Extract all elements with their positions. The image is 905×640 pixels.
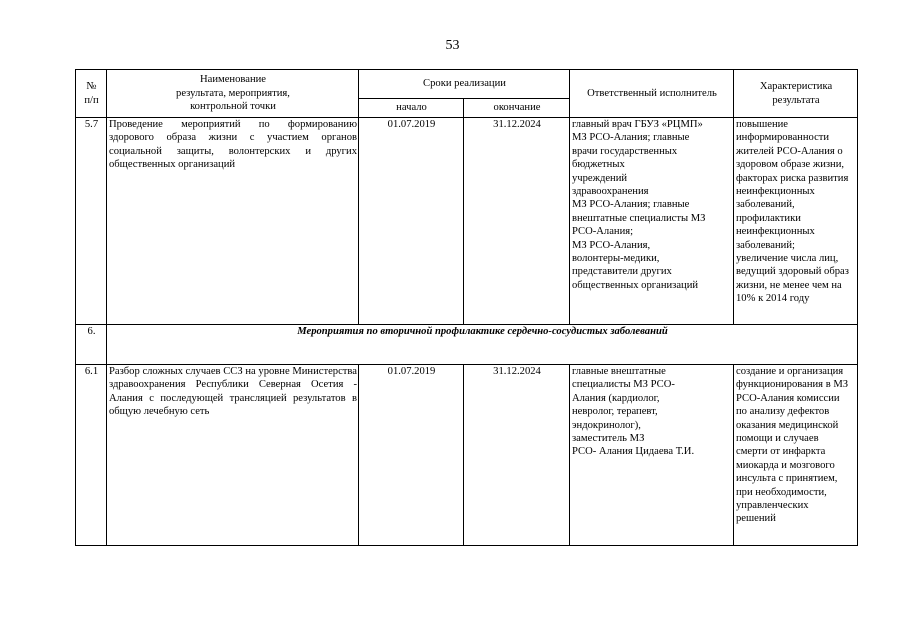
header-period: Сроки реализации (359, 70, 570, 99)
section-num: 6. (76, 325, 107, 365)
row-result: создание и организация функционирования в МЗ РСО-Алания комиссии по анализу дефектов оказания медицинской помощи и случаев смерти от инфаркта миокарда и мозгового инсульта с принятием, при необходимости, управленческих решений (734, 365, 858, 546)
row-executor: главный врач ГБУЗ «РЦМП» МЗ РСО-Алания; главные врачи государственных бюджетных учреждений здравоохранения МЗ РСО-Алания; главные внештатные специалисты МЗ РСО-Алания; МЗ РСО-Алания, волонтеры-медики, представители других общественных организаций (570, 118, 734, 325)
section-row (76, 325, 858, 365)
page-number: 53 (445, 38, 460, 53)
header-name: Наименование результата, мероприятия, контрольной точки (107, 70, 359, 118)
header-result: Характеристика результата (734, 70, 858, 118)
row-name: Разбор сложных случаев ССЗ на уровне Министерства здравоохранения Республики Северная Осетия - Алания с последующей трансляцией результатов в общую лечебную сеть (107, 365, 359, 546)
header-executor: Ответственный исполнитель (570, 70, 734, 118)
row-result: повышение информированности жителей РСО-Алания о здоровом образе жизни, факторах риска развития неинфекционных заболеваний, профилактики неинфекционных заболеваний; увеличение числа лиц, ведущий здоровый образ жизни, не менее чем на 10% к 2014 году (734, 118, 858, 325)
row-end: 31.12.2024 (464, 118, 570, 325)
measures-table (75, 69, 858, 546)
row-name: Проведение мероприятий по формированию здорового образа жизни с участием органов социальной защиты, волонтерских и других общественных организаций (107, 118, 359, 325)
section-title: Мероприятия по вторичной профилактике сердечно-сосудистых заболеваний (107, 325, 858, 365)
header-end: окончание (464, 99, 570, 118)
table-row (76, 365, 858, 546)
row-num: 5.7 (76, 118, 107, 325)
table-row (76, 118, 858, 325)
row-start: 01.07.2019 (359, 118, 464, 325)
row-num: 6.1 (76, 365, 107, 546)
header-start: начало (359, 99, 464, 118)
row-end: 31.12.2024 (464, 365, 570, 546)
header-row (76, 70, 858, 99)
header-num: № п/п (76, 70, 107, 118)
row-start: 01.07.2019 (359, 365, 464, 546)
row-executor: главные внештатные специалисты МЗ РСО- Алания (кардиолог, невролог, терапевт, эндокринолог), заместитель МЗ РСО- Алания Цидаева Т.И. (570, 365, 734, 546)
